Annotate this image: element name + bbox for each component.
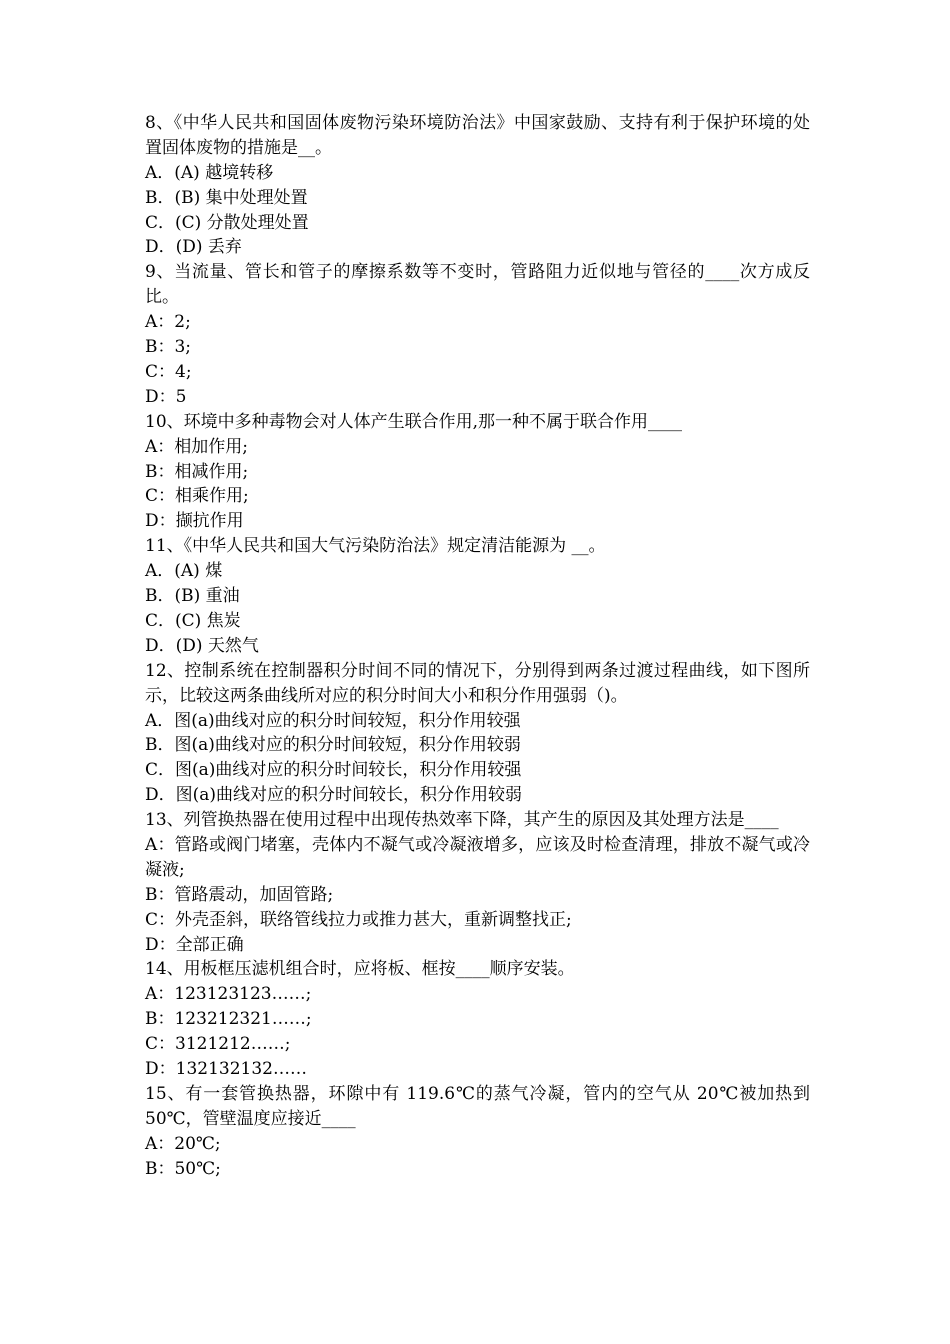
question-text: 11、《中华人民共和国大气污染防治法》规定清洁能源为 __。 bbox=[145, 536, 606, 557]
option-c: C．图(a)曲线对应的积分时间较长，积分作用较强 bbox=[145, 760, 522, 781]
option-b: B．(B) 集中处理处置 bbox=[145, 187, 308, 208]
question-13 bbox=[145, 808, 810, 957]
option-b: B：50℃; bbox=[145, 1158, 221, 1179]
question-10 bbox=[145, 410, 810, 534]
option-d: D：全部正确 bbox=[145, 934, 244, 955]
option-a: A：20℃; bbox=[145, 1133, 221, 1154]
option-b: B．图(a)曲线对应的积分时间较短，积分作用较弱 bbox=[145, 735, 521, 756]
question-text: 10、环境中多种毒物会对人体产生联合作用,那一种不属于联合作用____ bbox=[145, 411, 683, 432]
question-text: 12、控制系统在控制器积分时间不同的情况下，分别得到两条过渡过程曲线，如下图所示，比较这两条曲线所对应的积分时间大小和积分作用强弱（)。 bbox=[145, 660, 810, 706]
option-c: C．(C) 分散处理处置 bbox=[145, 212, 309, 233]
question-text: 9、当流量、管长和管子的摩擦系数等不变时，管路阻力近似地与管径的____次方成反比。 bbox=[145, 262, 810, 308]
option-c: C：外壳歪斜，联络管线拉力或推力甚大，重新调整找正; bbox=[145, 909, 572, 930]
option-b: B：123212321……; bbox=[145, 1009, 312, 1030]
question-text: 14、用板框压滤机组合时，应将板、框按____顺序安装。 bbox=[145, 959, 575, 980]
question-8 bbox=[145, 111, 810, 260]
option-d: D．(D) 天然气 bbox=[145, 635, 259, 656]
document-body bbox=[145, 111, 810, 1182]
option-d: D：5 bbox=[145, 386, 187, 407]
option-a: A：相加作用; bbox=[145, 436, 249, 457]
option-c: C．(C) 焦炭 bbox=[145, 610, 241, 631]
question-text: 15、有一套管换热器，环隙中有 119.6℃的蒸气冷凝，管内的空气从 20℃被加热到 50℃，管壁温度应接近____ bbox=[145, 1083, 810, 1129]
option-b: B：管路震动，加固管路; bbox=[145, 884, 334, 905]
option-d: D．图(a)曲线对应的积分时间较长，积分作用较弱 bbox=[145, 785, 523, 806]
option-a: A：2; bbox=[145, 312, 191, 333]
option-d: D．(D) 丢弃 bbox=[145, 237, 242, 258]
question-15 bbox=[145, 1082, 810, 1182]
option-a: A．(A) 煤 bbox=[145, 561, 223, 582]
question-text: 8、《中华人民共和国固体废物污染环境防治法》中国家鼓励、支持有利于保护环境的处置固体废物的措施是__。 bbox=[145, 113, 810, 158]
option-d: D：132132132…… bbox=[145, 1059, 307, 1080]
option-a: A：123123123……; bbox=[145, 984, 312, 1005]
option-c: C：相乘作用; bbox=[145, 486, 249, 507]
option-d: D：撷抗作用 bbox=[145, 511, 244, 532]
question-11 bbox=[145, 534, 810, 658]
option-b: B：相减作用; bbox=[145, 461, 249, 482]
option-c: C：3121212……; bbox=[145, 1034, 291, 1055]
option-a: A：管路或阀门堵塞，壳体内不凝气或冷凝液增多，应该及时检查清理，排放不凝气或冷凝液; bbox=[145, 834, 810, 880]
question-14 bbox=[145, 957, 810, 1081]
option-a: A．(A) 越境转移 bbox=[145, 162, 274, 183]
option-b: B．(B) 重油 bbox=[145, 586, 240, 607]
question-12 bbox=[145, 659, 810, 808]
option-b: B：3; bbox=[145, 337, 192, 358]
question-text: 13、列管换热器在使用过程中出现传热效率下降，其产生的原因及其处理方法是____ bbox=[145, 810, 779, 831]
option-c: C：4; bbox=[145, 361, 192, 382]
option-a: A．图(a)曲线对应的积分时间较短，积分作用较强 bbox=[145, 710, 521, 731]
question-9 bbox=[145, 260, 810, 409]
